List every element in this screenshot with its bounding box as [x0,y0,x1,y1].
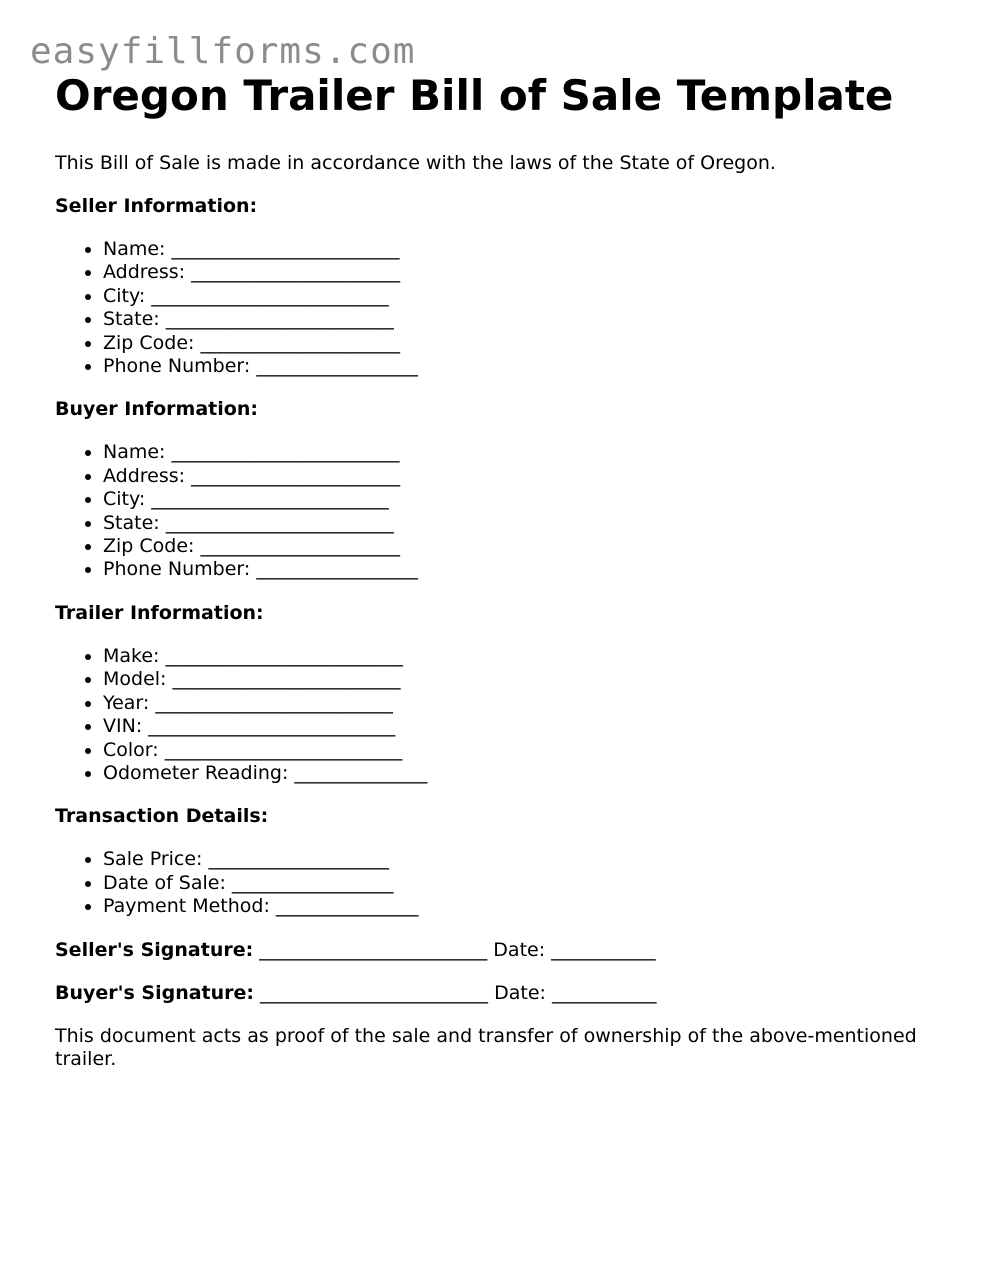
buyer-signature-field[interactable]: ________________________ [260,981,489,1004]
buyer-list [55,441,955,581]
trailer-odometer-field[interactable]: • Odometer Reading: ______________ [103,762,955,785]
seller-signature-field[interactable]: ________________________ [259,938,488,961]
watermark-logo: easyfillforms.com [30,31,416,72]
trailer-list [55,645,955,785]
seller-name-field[interactable]: • Name: ________________________ [103,238,955,261]
trailer-heading: Trailer Information: [55,601,264,624]
document-page [55,68,955,1071]
buyer-signature-row [55,982,955,1005]
seller-zip-field[interactable]: • Zip Code: _____________________ [103,332,955,355]
buyer-heading: Buyer Information: [55,398,258,421]
intro-text: This Bill of Sale is made in accordance with the laws of the State of Oregon. [55,152,776,174]
trailer-year-field[interactable]: • Year: _________________________ [103,692,955,715]
buyer-phone-field[interactable]: • Phone Number: _________________ [103,558,955,581]
buyer-name-field[interactable]: • Name: ________________________ [103,441,955,464]
transaction-list [55,848,955,918]
transaction-heading: Transaction Details: [55,805,269,828]
sale-price-field[interactable]: • Sale Price: ___________________ [103,848,955,871]
buyer-signature-label: Buyer's Signature: [55,981,254,1004]
seller-signature-date-field[interactable]: Date: ___________ [493,938,656,961]
buyer-signature-date-field[interactable]: Date: ___________ [494,981,657,1004]
payment-method-field[interactable]: • Payment Method: _______________ [103,895,955,918]
seller-heading: Seller Information: [55,195,258,217]
seller-address-field[interactable]: • Address: ______________________ [103,261,955,284]
trailer-make-field[interactable]: • Make: _________________________ [103,645,955,668]
page-title: Oregon Trailer Bill of Sale Template [55,71,894,120]
trailer-color-field[interactable]: • Color: _________________________ [103,739,955,762]
buyer-state-field[interactable]: • State: ________________________ [103,512,955,535]
seller-signature-row [55,939,955,962]
seller-city-field[interactable]: • City: _________________________ [103,285,955,308]
seller-state-field[interactable]: • State: ________________________ [103,308,955,331]
buyer-zip-field[interactable]: • Zip Code: _____________________ [103,535,955,558]
closing-text: This document acts as proof of the sale and transfer of ownership of the above-mentioned trailer. [55,1024,917,1070]
sale-date-field[interactable]: • Date of Sale: _________________ [103,872,955,895]
trailer-model-field[interactable]: • Model: ________________________ [103,668,955,691]
buyer-city-field[interactable]: • City: _________________________ [103,488,955,511]
seller-phone-field[interactable]: • Phone Number: _________________ [103,355,955,378]
seller-signature-label: Seller's Signature: [55,938,254,961]
buyer-address-field[interactable]: • Address: ______________________ [103,465,955,488]
seller-list [55,238,955,378]
trailer-vin-field[interactable]: • VIN: __________________________ [103,715,955,738]
